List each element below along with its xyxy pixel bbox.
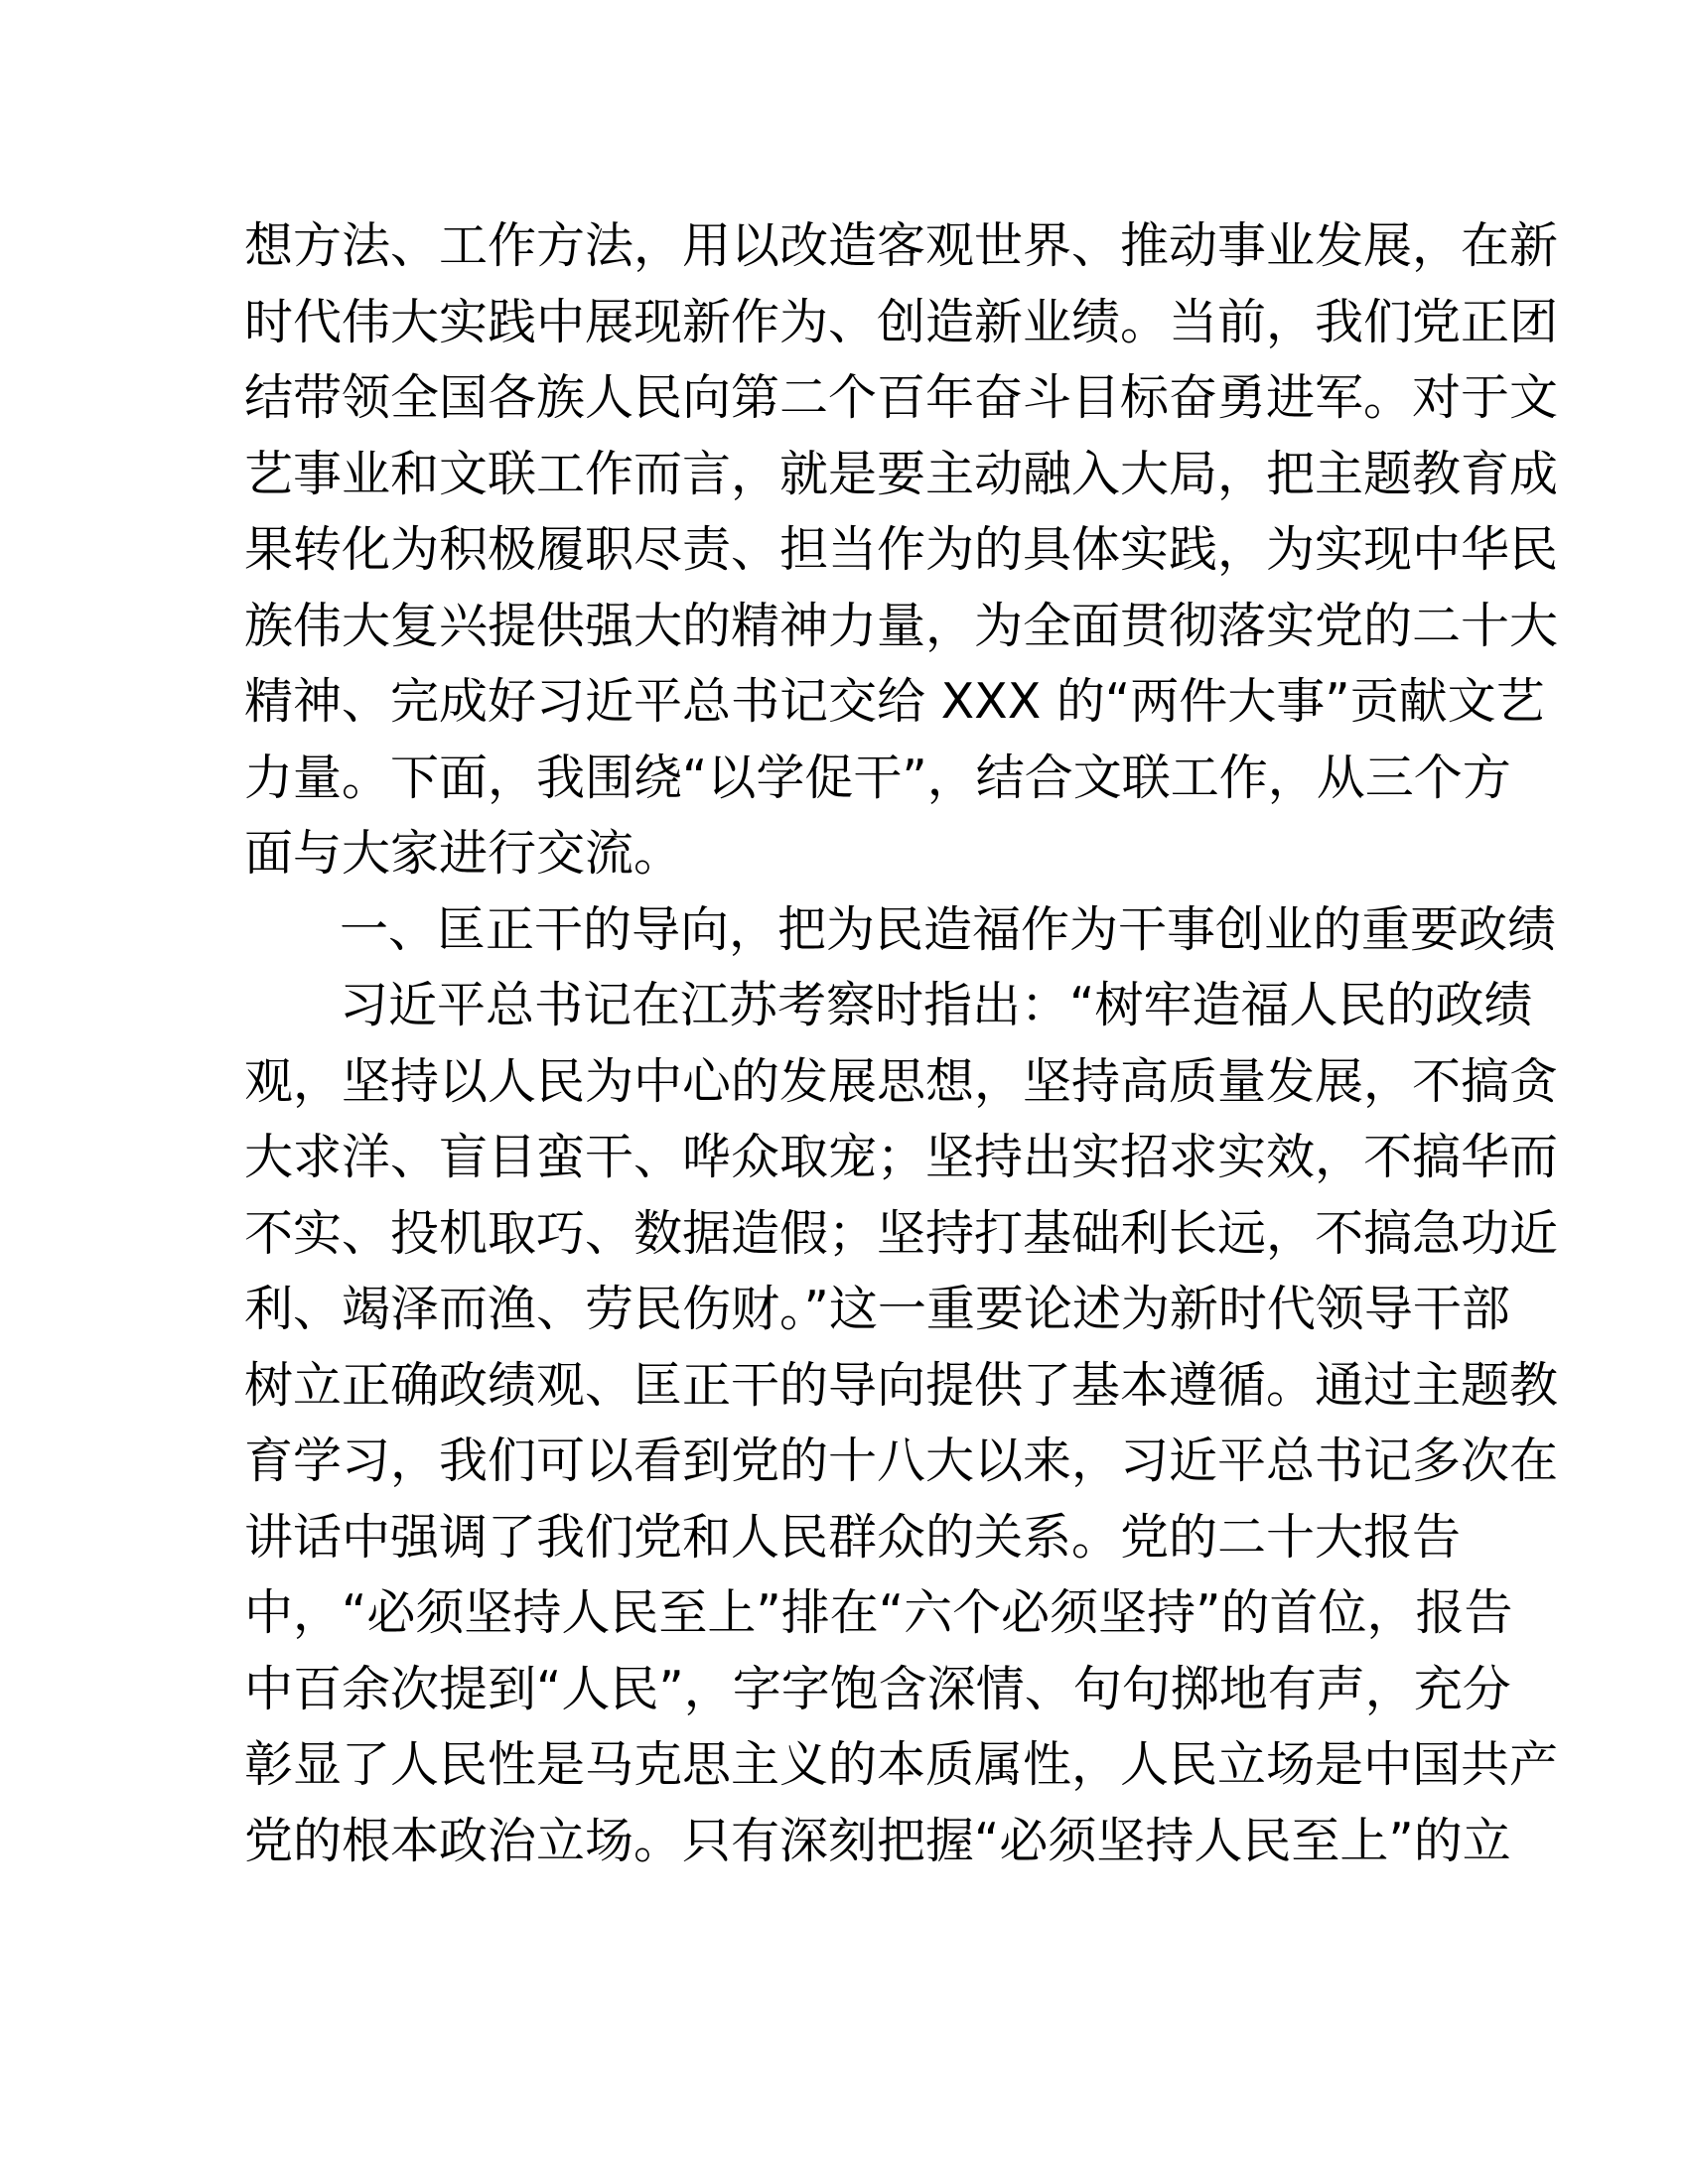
- paragraph-line: 不实、投机取巧、数据造假；坚持打基础利长远，不搞急功近: [244, 1204, 1559, 1262]
- paragraph-line: 大求洋、盲目蛮干、哗众取宠；坚持出实招求实效，不搞华而: [244, 1129, 1559, 1185]
- paragraph-line: 讲话中强调了我们党和人民群众的关系。党的二十大报告: [244, 1508, 1462, 1566]
- paragraph-line: 习近平总书记在江苏考察时指出：“树牢造福人民的政绩: [340, 977, 1533, 1033]
- paragraph-line: 面与大家进行交流。: [244, 825, 683, 882]
- paragraph-line: 中，“必须坚持人民至上”排在“六个必须坚持”的首位，报告: [244, 1584, 1513, 1641]
- paragraph-line: 精神、完成好习近平总书记交给 XXX 的“两件大事”贡献文艺: [244, 673, 1545, 730]
- document-body: [244, 208, 1559, 1879]
- paragraph-line: 时代伟大实践中展现新作为、创造新业绩。当前，我们党正团: [244, 293, 1559, 350]
- paragraph-line: 中百余次提到“人民”，字字饱含深情、句句掷地有声，充分: [244, 1660, 1511, 1717]
- paragraph-line: 观，坚持以人民为中心的发展思想，坚持高质量发展，不搞贪: [244, 1052, 1559, 1110]
- paragraph-line: 想方法、工作方法，用以改造客观世界、推动事业发展，在新: [244, 217, 1559, 274]
- paragraph-line: 利、竭泽而渔、劳民伤财。”这一重要论述为新时代领导干部: [244, 1281, 1510, 1337]
- paragraph-line: 党的根本政治立场。只有深刻把握“必须坚持人民至上”的立: [244, 1812, 1511, 1869]
- paragraph-line: 育学习，我们可以看到党的十八大以来，习近平总书记多次在: [244, 1433, 1559, 1489]
- paragraph-line: 力量。下面，我围绕“以学促干”，结合文联工作，从三个方: [244, 749, 1511, 806]
- paragraph-line: 族伟大复兴提供强大的精神力量，为全面贯彻落实党的二十大: [244, 597, 1559, 654]
- paragraph-line: 结带领全国各族人民向第二个百年奋斗目标奋勇进军。对于文: [244, 369, 1559, 426]
- section-heading: 一、匡正干的导向，把为民造福作为干事创业的重要政绩: [340, 900, 1557, 958]
- paragraph-line: 彰显了人民性是马克思主义的本质属性，人民立场是中国共产: [244, 1736, 1559, 1793]
- paragraph-line: 树立正确政绩观、匡正干的导向提供了基本遵循。通过主题教: [244, 1356, 1559, 1414]
- paragraph-line: 果转化为积极履职尽责、担当作为的具体实践，为实现中华民: [244, 521, 1559, 578]
- paragraph-line: 艺事业和文联工作而言，就是要主动融入大局，把主题教育成: [244, 445, 1559, 502]
